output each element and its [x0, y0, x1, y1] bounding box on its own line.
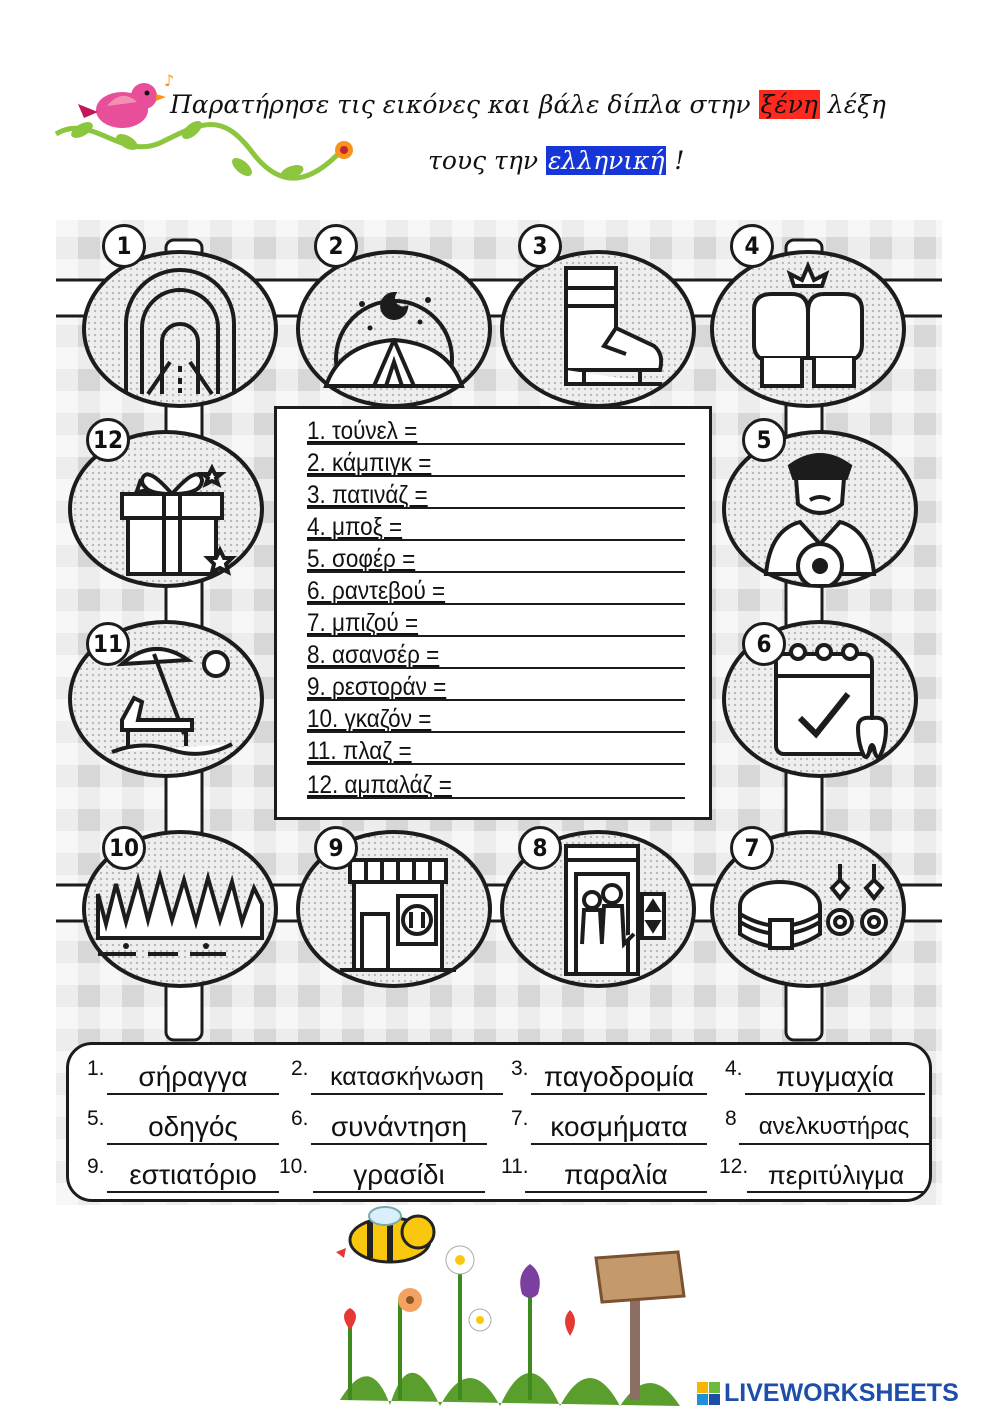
picture-number-11: 11 [86, 622, 130, 666]
answer-number-10: 10. [279, 1155, 309, 1178]
word-line-2[interactable] [307, 445, 685, 477]
word-line-4[interactable] [307, 509, 685, 541]
foreign-word-5: 5. σοφέρ = [307, 545, 416, 573]
instruction-text-1: Παρατήρησε τις εικόνες και βάλε δίπλα στην [170, 90, 759, 119]
answer-word-7[interactable]: κοσμήματα [531, 1111, 707, 1145]
liveworksheets-logo [697, 1379, 959, 1408]
picture-number-2: 2 [314, 224, 358, 268]
picture-number-1: 1 [102, 224, 146, 268]
word-line-7[interactable] [307, 605, 685, 637]
liveworksheets-mark-icon [697, 1382, 720, 1405]
foreign-word-2: 2. κάμπιγκ = [307, 449, 432, 477]
foreign-words-box [274, 406, 712, 820]
foreign-word-1: 1. τούνελ = [307, 417, 418, 445]
foreign-word-8: 8. ασανσέρ = [307, 641, 440, 669]
answer-number-3: 3. [511, 1057, 529, 1080]
foreign-word-highlight: ξένη [760, 90, 818, 119]
picture-number-3: 3 [518, 224, 562, 268]
foreign-word-3: 3. πατινάζ = [307, 481, 428, 509]
picture-number-6: 6 [742, 622, 786, 666]
answer-number-9: 9. [87, 1155, 105, 1178]
liveworksheets-logo-text: LIVEWORKSHEETS [724, 1379, 959, 1407]
answer-number-7: 7. [511, 1107, 529, 1130]
instruction-line-2 [428, 146, 684, 175]
picture-number-10: 10 [102, 826, 146, 870]
answer-word-2[interactable]: κατασκήνωση [311, 1061, 503, 1095]
picture-boxing [710, 250, 906, 408]
answer-word-11[interactable]: παραλία [525, 1159, 707, 1193]
answer-2 [291, 1057, 503, 1097]
answer-number-2: 2. [291, 1057, 309, 1080]
answer-12 [719, 1155, 925, 1195]
instruction-text-2: λέξη [819, 90, 886, 119]
foreign-word-11: 11. πλαζ = [307, 737, 412, 765]
answer-9 [87, 1155, 279, 1195]
word-line-9[interactable] [307, 669, 685, 701]
tunnel-icon [86, 254, 274, 404]
worksheet-board [56, 220, 942, 1205]
instruction-text-4: ! [666, 146, 685, 175]
answer-8 [725, 1107, 929, 1147]
picture-number-9: 9 [314, 826, 358, 870]
foreign-word-4: 4. μποξ = [307, 513, 403, 541]
ice-skate-icon [504, 254, 692, 404]
foreign-word-9: 9. ρεστοράν = [307, 673, 447, 701]
answer-number-12: 12. [719, 1155, 749, 1178]
answer-3 [511, 1057, 707, 1097]
greek-answers-box [66, 1042, 932, 1202]
picture-number-12: 12 [86, 418, 130, 462]
picture-tunnel [82, 250, 278, 408]
foreign-word-7: 7. μπιζού = [307, 609, 419, 637]
answer-6 [291, 1107, 487, 1147]
answer-number-6: 6. [291, 1107, 309, 1130]
instruction-text-3: τους την [428, 146, 546, 175]
answer-word-3[interactable]: παγοδρομία [531, 1061, 707, 1095]
word-line-3[interactable] [307, 477, 685, 509]
word-line-10[interactable] [307, 701, 685, 733]
word-line-6[interactable] [307, 573, 685, 605]
instruction-line-1 [170, 90, 886, 119]
picture-number-7: 7 [730, 826, 774, 870]
camping-tent-icon [300, 254, 488, 404]
answer-number-1: 1. [87, 1057, 105, 1080]
foreign-word-10: 10. γκαζόν = [307, 705, 432, 733]
answer-word-4[interactable]: πυγμαχία [745, 1061, 925, 1095]
answer-word-8[interactable]: ανελκυστήρας [739, 1111, 929, 1145]
picture-number-4: 4 [730, 224, 774, 268]
answer-number-11: 11. [501, 1155, 529, 1178]
answer-word-5[interactable]: οδηγός [107, 1111, 279, 1145]
word-line-1[interactable] [307, 413, 685, 445]
word-line-8[interactable] [307, 637, 685, 669]
greek-word-highlight: ελληνική [547, 146, 665, 175]
word-line-12[interactable] [307, 767, 685, 799]
word-line-11[interactable] [307, 733, 685, 765]
picture-camping [296, 250, 492, 408]
answer-11 [501, 1155, 707, 1195]
boxing-gloves-icon [714, 254, 902, 404]
answer-1 [87, 1057, 279, 1097]
foreign-word-6: 6. ραντεβού = [307, 577, 446, 605]
answer-word-12[interactable]: περιτύλιγμα [747, 1159, 925, 1193]
answer-7 [511, 1107, 707, 1147]
answer-4 [725, 1057, 925, 1097]
picture-number-5: 5 [742, 418, 786, 462]
foreign-word-12: 12. αμπαλάζ = [307, 771, 452, 799]
answer-10 [279, 1155, 485, 1195]
answer-number-5: 5. [87, 1107, 105, 1130]
svg-text:♪: ♪ [164, 72, 175, 90]
picture-number-8: 8 [518, 826, 562, 870]
bee-garden-illustration [330, 1200, 690, 1413]
word-line-5[interactable] [307, 541, 685, 573]
answer-5 [87, 1107, 279, 1147]
answer-word-9[interactable]: εστιατόριο [107, 1159, 279, 1193]
answer-number-4: 4. [725, 1057, 743, 1080]
picture-ice-skate [500, 250, 696, 408]
answer-number-8: 8 [725, 1107, 737, 1130]
answer-word-10[interactable]: γρασίδι [313, 1159, 485, 1193]
answer-word-6[interactable]: συνάντηση [311, 1111, 487, 1145]
answer-word-1[interactable]: σήραγγα [107, 1061, 279, 1095]
